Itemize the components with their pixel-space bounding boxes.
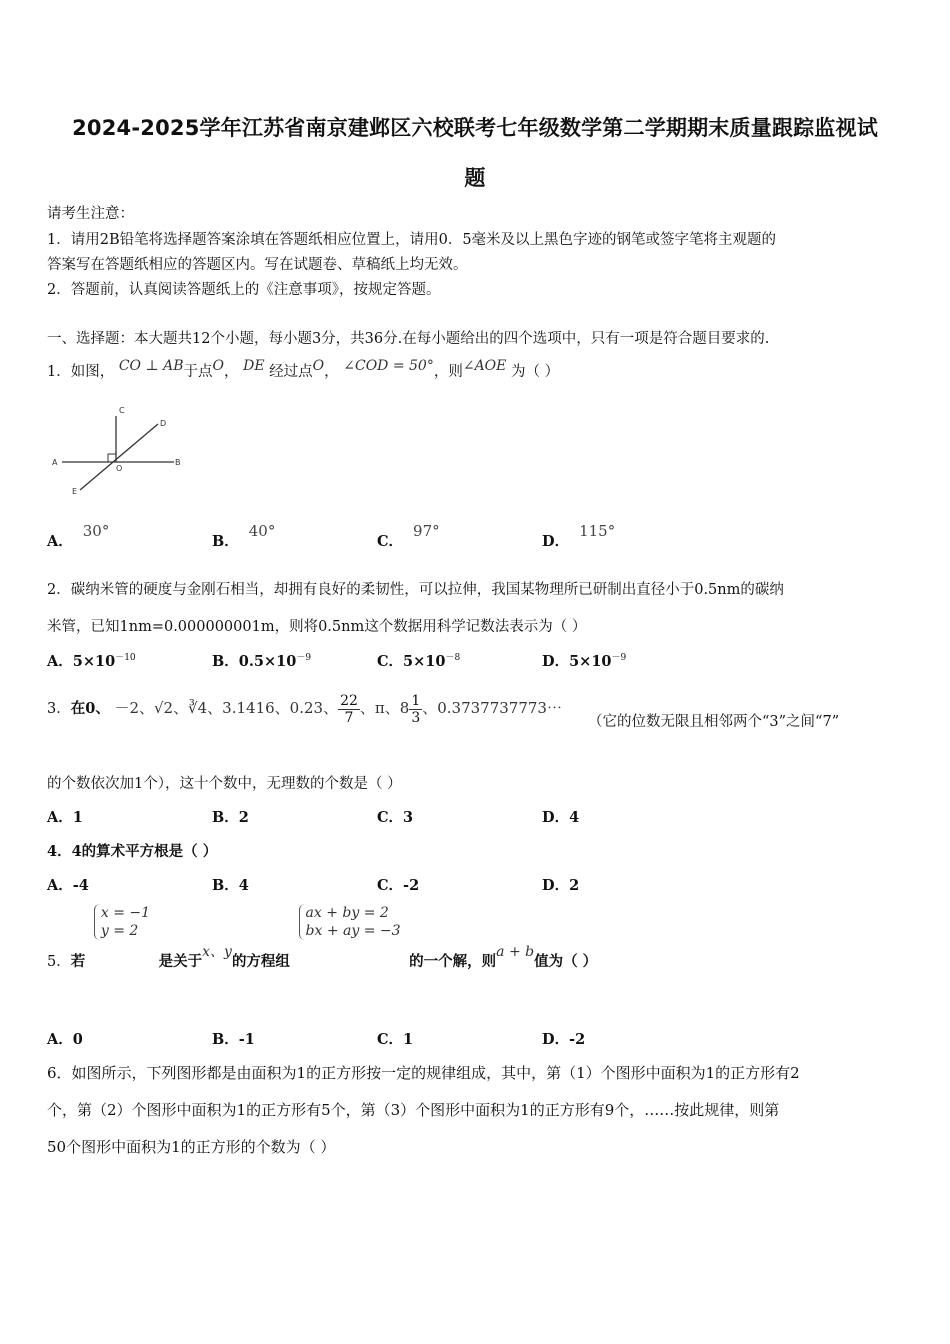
q2-option-d bbox=[542, 650, 626, 671]
fig-label-o: O bbox=[116, 464, 123, 473]
option-label: B． bbox=[212, 877, 239, 894]
fig-label-a: A bbox=[52, 458, 58, 467]
option-value: 0.5×10 bbox=[238, 653, 297, 670]
option-value: 5×10 bbox=[403, 653, 446, 670]
q2-option-c bbox=[377, 650, 460, 671]
option-label: A． bbox=[47, 653, 73, 670]
notice-item-1: 1．请用2B铅笔将选择题答案涂填在答题纸相应位置上，请用0．5毫米及以上黑色字迹的钢笔或签字笔将主观题的 bbox=[47, 232, 777, 248]
fig-label-d: D bbox=[160, 419, 167, 428]
system-row: ax + by = 2 bbox=[305, 905, 389, 921]
solution-system bbox=[94, 904, 150, 940]
math-expr: －2、√2、∛4、3.1416、0.23、 bbox=[114, 699, 339, 717]
q5-option-b bbox=[212, 1028, 255, 1049]
q-text: 的一个解，则 bbox=[409, 953, 497, 970]
q4-option-b bbox=[212, 874, 249, 895]
option-label: A． bbox=[47, 1031, 73, 1048]
option-label: B． bbox=[212, 1031, 239, 1048]
option-value: 97° bbox=[413, 522, 440, 540]
q4-option-d bbox=[542, 874, 579, 895]
fig-label-e: E bbox=[72, 487, 78, 496]
math-expr: CO ⊥ AB bbox=[118, 358, 184, 374]
option-value: 1 bbox=[403, 1031, 414, 1048]
q3-option-c bbox=[377, 806, 413, 827]
option-value: 40° bbox=[248, 522, 276, 540]
question-3 bbox=[47, 690, 562, 727]
math-expr: x、y bbox=[202, 944, 232, 960]
math-expr: 、0.3737737773⋯ bbox=[422, 699, 562, 717]
q-text: ，则 bbox=[433, 364, 463, 380]
option-label: C． bbox=[377, 653, 404, 670]
question-number: 1． bbox=[47, 364, 71, 380]
question-4: 4．4的算术平方根是（ ） bbox=[47, 843, 218, 860]
q-text: 如图， bbox=[70, 364, 115, 380]
option-value: 4 bbox=[238, 877, 249, 894]
option-value: 4 bbox=[569, 809, 580, 826]
q-text: 在0、 bbox=[70, 700, 110, 717]
question-number: 3． bbox=[47, 701, 71, 717]
question-3-note: （它的位数无限且相邻两个“3”之间“7” bbox=[588, 714, 840, 730]
option-value: 3 bbox=[403, 809, 414, 826]
option-label: C． bbox=[377, 533, 404, 550]
option-label: B． bbox=[212, 653, 239, 670]
question-5 bbox=[47, 905, 598, 970]
system-row: bx + ay = −3 bbox=[305, 923, 401, 939]
option-label: B． bbox=[212, 809, 239, 826]
q-text: 于点 bbox=[183, 364, 213, 380]
q2-option-b bbox=[212, 650, 311, 671]
q3-option-b bbox=[212, 806, 249, 827]
q2-option-a bbox=[47, 650, 136, 671]
option-label: C． bbox=[377, 877, 404, 894]
notice-item-2: 2．答题前，认真阅读答题纸上的《注意事项》，按规定答题。 bbox=[47, 282, 441, 298]
notice-heading: 请考生注意： bbox=[47, 206, 134, 222]
question-6-cont-2: 50个图形中面积为1的正方形的个数为（ ） bbox=[47, 1138, 336, 1156]
question-2-cont: 米管，已知1nm=0.000000001m，则将0.5nm这个数据用科学记数法表示为（ ） bbox=[47, 619, 587, 635]
question-2: 2．碳纳米管的硬度与金刚石相当，却拥有良好的柔韧性，可以拉伸，我国某物理所已研制出直径小于0.5nm的碳纳 bbox=[47, 582, 784, 598]
q1-option-c bbox=[377, 522, 440, 551]
option-value: 30° bbox=[82, 522, 110, 540]
question-1 bbox=[47, 360, 559, 381]
math-expr: 、π、8 bbox=[359, 699, 410, 717]
option-label: D． bbox=[542, 809, 570, 826]
option-label: D． bbox=[542, 533, 570, 550]
q1-option-d bbox=[542, 522, 616, 551]
q-text: ， bbox=[223, 364, 239, 380]
option-label: C． bbox=[377, 1031, 404, 1048]
option-exponent: －8 bbox=[445, 653, 461, 664]
q5-option-a bbox=[47, 1028, 83, 1049]
q3-option-d bbox=[542, 806, 579, 827]
option-exponent: －9 bbox=[611, 653, 627, 664]
option-label: A． bbox=[47, 533, 73, 550]
option-value: 2 bbox=[238, 809, 249, 826]
option-label: B． bbox=[212, 533, 239, 550]
question-3-cont: 的个数依次加1个），这十个数中，无理数的个数是（ ） bbox=[47, 776, 402, 792]
equation-system bbox=[299, 904, 401, 940]
q-text: 为（ ） bbox=[511, 364, 560, 380]
fig-label-b: B bbox=[175, 458, 181, 467]
fig-label-c: C bbox=[119, 406, 125, 415]
q1-option-a bbox=[47, 522, 110, 551]
option-value: 1 bbox=[72, 809, 83, 826]
fraction-num: 22 bbox=[340, 692, 358, 709]
notice-item-1-cont: 答案写在答题纸相应的答题区内。写在试题卷、草稿纸上均无效。 bbox=[47, 257, 468, 273]
q-text: ， bbox=[324, 364, 339, 380]
option-exponent: －10 bbox=[115, 653, 136, 664]
fraction-num: 1 bbox=[411, 692, 421, 709]
q-text: 是关于 bbox=[158, 953, 203, 970]
option-value: 0 bbox=[72, 1031, 83, 1048]
page-title-cont: 题 bbox=[464, 166, 486, 190]
math-expr: ∠AOE bbox=[462, 358, 507, 374]
option-exponent: －9 bbox=[296, 653, 312, 664]
question-number: 5． bbox=[47, 954, 71, 970]
system-row: y = 2 bbox=[100, 923, 139, 939]
question-6-cont: 个，第（2）个图形中面积为1的正方形有5个，第（3）个图形中面积为1的正方形有9个，……按此规律，则第 bbox=[47, 1101, 780, 1119]
option-value: 5×10 bbox=[569, 653, 612, 670]
math-expr: DE bbox=[243, 358, 265, 374]
option-value: -2 bbox=[403, 877, 420, 894]
system-row: x = −1 bbox=[100, 905, 151, 921]
q-text: 值为（ ） bbox=[534, 953, 598, 970]
q4-option-a bbox=[47, 874, 89, 895]
option-label: A． bbox=[47, 877, 73, 894]
q-text: 经过点 bbox=[269, 364, 313, 380]
q-text: 的方程组 bbox=[231, 953, 290, 970]
section-heading: 一、选择题：本大题共12个小题，每小题3分，共36分.在每小题给出的四个选项中，只有一项是符合题目要求的. bbox=[47, 331, 770, 347]
option-value: 5×10 bbox=[72, 653, 116, 670]
q5-option-c bbox=[377, 1028, 413, 1049]
option-value: -2 bbox=[569, 1031, 586, 1048]
option-value: -1 bbox=[238, 1031, 255, 1048]
option-value: 115° bbox=[579, 522, 616, 540]
option-label: C． bbox=[377, 809, 404, 826]
fraction-den: 7 bbox=[344, 709, 354, 726]
q4-option-c bbox=[377, 874, 419, 895]
option-label: A． bbox=[47, 809, 73, 826]
fraction-den: 3 bbox=[411, 709, 421, 726]
math-expr: a + b bbox=[496, 944, 535, 960]
q3-option-a bbox=[47, 806, 83, 827]
q-text: 若 bbox=[70, 953, 86, 970]
math-expr: O bbox=[312, 358, 325, 374]
question-6: 6．如图所示，下列图形都是由面积为1的正方形按一定的规律组成，其中，第（1）个图形中面积为1的正方形有2 bbox=[47, 1064, 800, 1082]
fraction bbox=[409, 693, 422, 726]
q1-geometry-figure bbox=[46, 402, 196, 502]
option-label: D． bbox=[542, 653, 570, 670]
fraction bbox=[338, 693, 360, 726]
option-value: -4 bbox=[72, 877, 89, 894]
q1-option-b bbox=[212, 522, 276, 551]
page-title: 2024-2025学年江苏省南京建邺区六校联考七年级数学第二学期期末质量跟踪监视试 bbox=[72, 116, 878, 140]
math-expr: O bbox=[212, 358, 224, 374]
option-value: 2 bbox=[569, 877, 580, 894]
q5-option-d bbox=[542, 1028, 585, 1049]
option-label: D． bbox=[542, 1031, 570, 1048]
option-label: D． bbox=[542, 877, 570, 894]
math-expr: ∠COD = 50° bbox=[343, 358, 434, 374]
